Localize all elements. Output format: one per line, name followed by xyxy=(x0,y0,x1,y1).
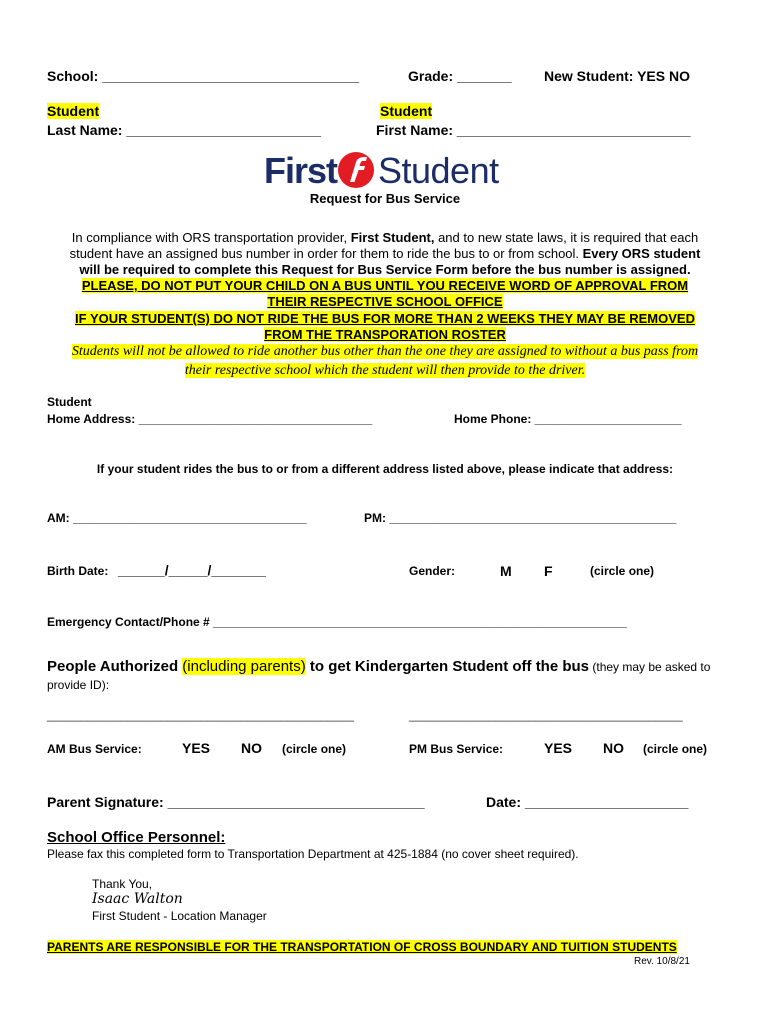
warning-approval-line-1: PLEASE, DO NOT PUT YOUR CHILD ON A BUS UNTIL YOU RECEIVE WORD OF APPROVAL FROM xyxy=(81,278,689,293)
school-field[interactable]: School: _________________________________ xyxy=(47,68,360,84)
home-phone-field[interactable]: Home Phone: ______________________ xyxy=(454,412,682,426)
am-bus-no-option[interactable]: NO xyxy=(241,740,262,756)
manager-signature: Isaac Walton xyxy=(92,891,183,907)
compliance-line-1: In compliance with ORS transportation provider, First Student, and to new state laws, it is required that each xyxy=(71,230,699,245)
gender-option-m[interactable]: M xyxy=(500,563,512,579)
warning-removal-line-2: FROM THE TRANSPORATION ROSTER xyxy=(264,327,506,342)
student-label-left: Student xyxy=(47,103,100,119)
authorized-person-blank-1[interactable]: ______________________________________________ xyxy=(47,708,354,722)
emergency-contact-field[interactable]: Emergency Contact/Phone # ______________________________________________________________ xyxy=(47,615,627,629)
compliance-line-3: will be required to complete this Request for Bus Service Form before the bus number is assigned. xyxy=(79,262,691,277)
parent-signature-field[interactable]: Parent Signature: _________________________________ xyxy=(47,794,425,810)
home-address-field[interactable]: Home Address: ___________________________________ xyxy=(47,412,373,426)
thank-you-text: Thank You, xyxy=(92,877,153,891)
am-bus-service-label: AM Bus Service: xyxy=(47,742,142,756)
different-address-instruction: If your student rides the bus to or from a different address listed above, please indicate that address: xyxy=(96,462,674,476)
gender-option-f[interactable]: F xyxy=(544,563,553,579)
new-student-field[interactable]: New Student: YES NO xyxy=(544,68,690,84)
compliance-line-2: student have an assigned bus number in order for them to ride the bus to or from school. Every ORS student xyxy=(69,246,701,261)
address-student-label: Student xyxy=(47,395,92,409)
warning-approval-line-2: THEIR RESPECTIVE SCHOOL OFFICE xyxy=(267,294,503,309)
first-name-field[interactable]: First Name: ______________________________ xyxy=(376,122,691,138)
am-bus-circle-hint: (circle one) xyxy=(282,742,347,756)
bus-pass-line-1: Students will not be allowed to ride another bus other than the one they are assigned to without a bus pass from xyxy=(71,344,699,359)
logo-mark-icon xyxy=(336,150,376,190)
signature-date-field[interactable]: Date: _____________________ xyxy=(486,794,689,810)
parents-responsibility-notice: PARENTS ARE RESPONSIBLE FOR THE TRANSPORTATION OF CROSS BOUNDARY AND TUITION STUDENTS xyxy=(47,940,677,954)
birth-date-field[interactable]: ______/_____/_______ xyxy=(118,562,266,578)
last-name-field[interactable]: Last Name: _________________________ xyxy=(47,122,322,138)
student-label-right: Student xyxy=(380,103,433,119)
pm-bus-no-option[interactable]: NO xyxy=(603,740,624,756)
authorized-person-blank-2[interactable]: _________________________________________ xyxy=(409,708,683,722)
pm-address-field[interactable]: PM: ___________________________________________ xyxy=(364,511,677,525)
grade-field[interactable]: Grade: _______ xyxy=(408,68,512,84)
pm-bus-yes-option[interactable]: YES xyxy=(544,740,573,756)
gender-circle-hint: (circle one) xyxy=(590,564,655,578)
am-bus-yes-option[interactable]: YES xyxy=(182,740,211,756)
revision-date: Rev. 10/8/21 xyxy=(634,956,690,967)
manager-role: First Student - Location Manager xyxy=(92,909,267,923)
pm-bus-service-label: PM Bus Service: xyxy=(409,742,504,756)
authorized-heading-line-2: provide ID): xyxy=(47,678,110,692)
am-address-field[interactable]: AM: ___________________________________ xyxy=(47,511,307,525)
warning-removal-line-1: IF YOUR STUDENT(S) DO NOT RIDE THE BUS FOR MORE THAN 2 WEEKS THEY MAY BE REMOVED xyxy=(75,311,695,326)
pm-bus-circle-hint: (circle one) xyxy=(643,742,708,756)
birth-date-label: Birth Date: xyxy=(47,564,109,578)
office-heading: School Office Personnel: xyxy=(47,829,226,846)
fax-instruction: Please fax this completed form to Transportation Department at 425-1884 (no cover sheet required). xyxy=(47,847,579,861)
gender-label: Gender: xyxy=(409,564,456,578)
bus-pass-line-2: their respective school which the student will then provide to the driver. xyxy=(184,363,586,378)
authorized-heading: People Authorized (including parents) to get Kindergarten Student off the bus (they may be asked to xyxy=(47,658,711,675)
page-title: Request for Bus Service xyxy=(309,191,461,206)
